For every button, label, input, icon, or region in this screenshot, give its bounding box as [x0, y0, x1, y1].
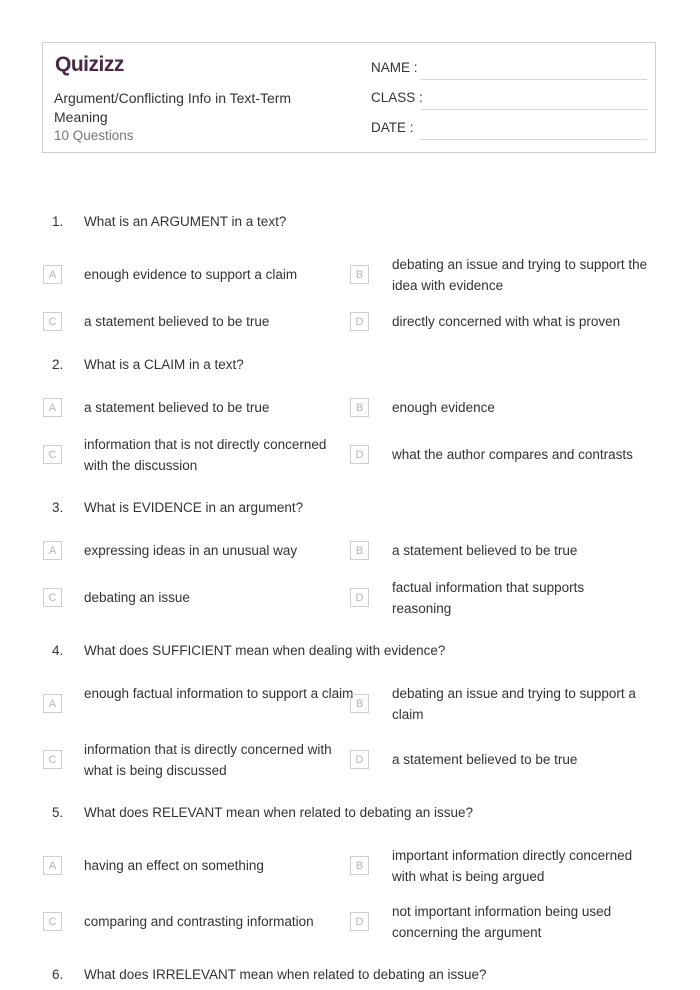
- option-text: a statement believed to be true: [84, 400, 270, 415]
- option-box-b[interactable]: B: [350, 541, 369, 560]
- option-box-a[interactable]: A: [43, 856, 62, 875]
- question-text: What is a CLAIM in a text?: [84, 357, 244, 372]
- date-label: DATE :: [371, 120, 414, 135]
- option-box-c[interactable]: C: [43, 912, 62, 931]
- option-box-d[interactable]: D: [350, 912, 369, 931]
- question-number: 5.: [52, 805, 64, 820]
- option-text: information that is directly concerned with what is being discussed: [84, 742, 332, 778]
- name-line[interactable]: [421, 79, 647, 80]
- class-label: CLASS :: [371, 90, 423, 105]
- option-box-d[interactable]: D: [350, 445, 369, 464]
- question-number: 4.: [52, 643, 64, 658]
- option-box-d[interactable]: D: [350, 312, 369, 331]
- option-text: debating an issue and trying to support the idea with evidence: [392, 257, 648, 293]
- question-text: What does SUFFICIENT mean when dealing with evidence?: [84, 643, 446, 658]
- question-number: 1.: [52, 214, 64, 229]
- option-box-d[interactable]: D: [350, 750, 369, 769]
- option-text: debating an issue: [84, 590, 190, 605]
- question-text: What does RELEVANT mean when related to debating an issue?: [84, 805, 473, 820]
- option-box-c[interactable]: C: [43, 445, 62, 464]
- option-box-b[interactable]: B: [350, 856, 369, 875]
- option-text: expressing ideas in an unusual way: [84, 543, 298, 558]
- option-text: a statement believed to be true: [392, 543, 578, 558]
- option-box-b[interactable]: B: [350, 694, 369, 713]
- option-box-c[interactable]: C: [43, 588, 62, 607]
- option-box-a[interactable]: A: [43, 398, 62, 417]
- question-number: 3.: [52, 500, 64, 515]
- option-text: a statement believed to be true: [392, 752, 578, 767]
- question-text: What does IRRELEVANT mean when related to debating an issue?: [84, 967, 487, 982]
- option-text: debating an issue and trying to support a claim: [392, 686, 636, 722]
- option-text: enough evidence to support a claim: [84, 267, 298, 282]
- question-text: What is an ARGUMENT in a text?: [84, 214, 287, 229]
- option-text: what the author compares and contrasts: [392, 447, 633, 462]
- option-text: having an effect on something: [84, 858, 264, 873]
- option-box-a[interactable]: A: [43, 694, 62, 713]
- date-line[interactable]: [421, 139, 647, 140]
- option-text: enough evidence: [392, 400, 495, 415]
- option-text: comparing and contrasting information: [84, 914, 314, 929]
- option-box-b[interactable]: B: [350, 398, 369, 417]
- option-text: not important information being used concerning the argument: [392, 904, 612, 940]
- option-text: factual information that supports reasoning: [392, 580, 585, 616]
- option-box-d[interactable]: D: [350, 588, 369, 607]
- option-box-c[interactable]: C: [43, 312, 62, 331]
- option-box-c[interactable]: C: [43, 750, 62, 769]
- worksheet-header: [42, 42, 656, 153]
- question-number: 2.: [52, 357, 64, 372]
- option-text: information that is not directly concerned with the discussion: [84, 437, 327, 473]
- class-line[interactable]: [421, 109, 647, 110]
- quizizz-logo: Quizizz: [55, 53, 124, 76]
- option-text: a statement believed to be true: [84, 314, 270, 329]
- option-text: enough factual information to support a claim: [84, 686, 354, 701]
- worksheet-title: Argument/Conflicting Info in Text-Term Meaning: [54, 90, 292, 125]
- option-box-b[interactable]: B: [350, 265, 369, 284]
- question-text: What is EVIDENCE in an argument?: [84, 500, 304, 515]
- option-text: important information directly concerned with what is being argued: [392, 848, 633, 884]
- name-label: NAME :: [371, 60, 418, 75]
- question-number: 6.: [52, 967, 64, 982]
- option-text: directly concerned with what is proven: [392, 314, 621, 329]
- option-box-a[interactable]: A: [43, 265, 62, 284]
- question-count: 10 Questions: [54, 128, 134, 143]
- option-box-a[interactable]: A: [43, 541, 62, 560]
